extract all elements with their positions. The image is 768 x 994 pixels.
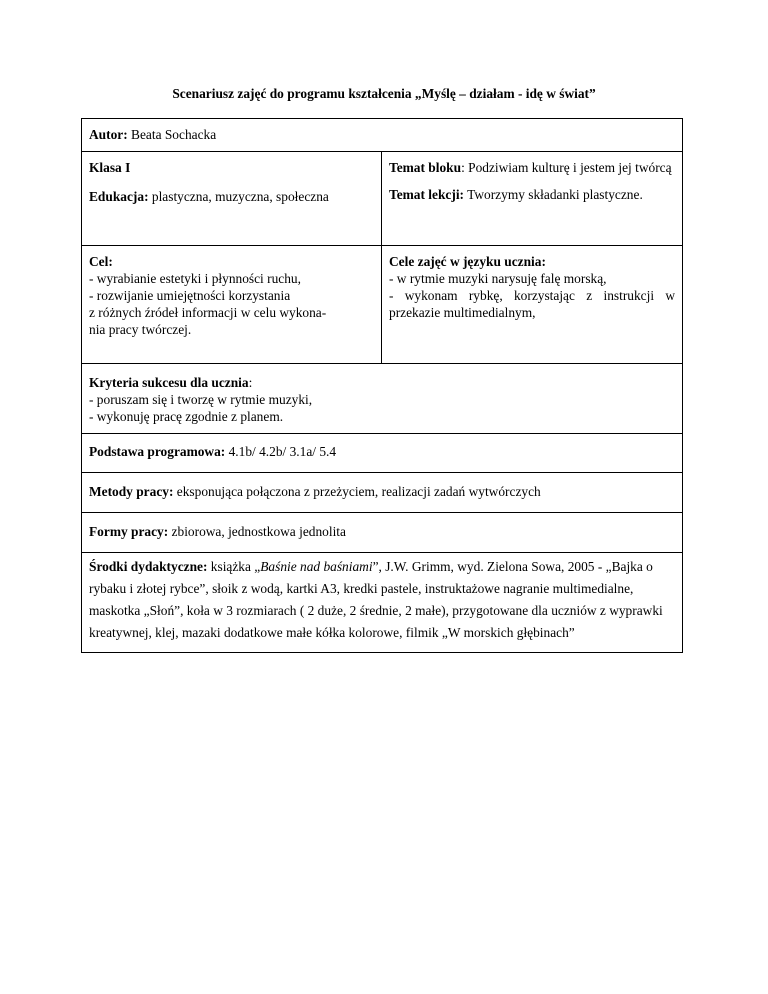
row-methods xyxy=(82,473,683,513)
block-topic-label: Temat bloku xyxy=(389,160,462,175)
success-criteria-label: Kryteria sukcesu dla ucznia xyxy=(89,375,249,390)
goal-line: - rozwijanie umiejętności korzystania xyxy=(89,288,291,303)
topic-cell xyxy=(382,152,683,246)
student-goal-line: - wykonam rybkę, korzystając z instrukcji w przekazie multimedialnym, xyxy=(389,288,676,320)
success-criteria-cell xyxy=(82,364,683,434)
lesson-topic-value: Tworzymy składanki plastyczne. xyxy=(464,187,643,202)
goal-label: Cel: xyxy=(89,254,113,269)
student-goals-cell xyxy=(382,246,683,364)
author-cell xyxy=(82,119,683,152)
materials-post: ”, J.W. Grimm, wyd. Zielona Sowa, 2005 - „Bajka o rybaku i złotej rybce”, słoik z wodą, kartki A3, kredki pastele, instruktażowe nagranie multimedialne, maskotka „Słoń”, koła w 3 rozmiarach ( 2 duże, 2 średnie, 2 małe), przygotowane dla uczniów z wyprawki kreatywnej, klej, mazaki dodatkowe małe kółka kolorowe, filmik „W morskich głębinach” xyxy=(89,559,663,640)
goal-line: z różnych źródeł informacji w celu wykona- xyxy=(89,305,327,320)
curriculum-cell xyxy=(82,434,683,473)
student-goals-label: Cele zajęć w języku ucznia: xyxy=(389,254,546,269)
goal-cell xyxy=(82,246,382,364)
row-author xyxy=(82,119,683,152)
methods-label: Metody pracy: xyxy=(89,484,174,499)
forms-label: Formy pracy: xyxy=(89,524,169,539)
education-label: Edukacja: xyxy=(89,189,149,204)
class-education-cell xyxy=(82,152,382,246)
curriculum-value: 4.1b/ 4.2b/ 3.1a/ 5.4 xyxy=(225,444,337,459)
row-class-topic xyxy=(82,152,683,246)
block-topic-value: : Podziwiam kulturę i jestem jej twórcą xyxy=(461,160,672,175)
forms-value: zbiorowa, jednostkowa jednolita xyxy=(168,524,346,539)
goal-line: - wyrabianie estetyki i płynności ruchu, xyxy=(89,271,301,286)
student-goal-line: - w rytmie muzyki narysuję falę morską, xyxy=(389,271,607,286)
row-success-criteria xyxy=(82,364,683,434)
lesson-topic-label: Temat lekcji: xyxy=(389,187,464,202)
methods-cell xyxy=(82,473,683,513)
row-materials xyxy=(82,553,683,653)
materials-label: Środki dydaktyczne: xyxy=(89,559,208,574)
materials-pre: książka „ xyxy=(207,559,261,574)
methods-value: eksponująca połączona z przeżyciem, realizacji zadań wytwórczych xyxy=(173,484,541,499)
goal-line: nia pracy twórczej. xyxy=(89,322,192,337)
materials-cell xyxy=(82,553,683,653)
criteria-line: - wykonuję pracę zgodnie z planem. xyxy=(89,409,284,424)
document-title: Scenariusz zajęć do programu kształcenia „Myślę – działam - idę w świat” xyxy=(172,86,596,101)
lesson-table xyxy=(81,118,683,653)
forms-cell xyxy=(82,513,683,553)
class-label: Klasa I xyxy=(89,160,131,175)
curriculum-label: Podstawa programowa: xyxy=(89,444,226,459)
education-value: plastyczna, muzyczna, społeczna xyxy=(148,189,329,204)
author-label: Autor: xyxy=(89,127,128,142)
success-criteria-colon: : xyxy=(248,375,253,390)
row-forms xyxy=(82,513,683,553)
row-curriculum xyxy=(82,434,683,473)
criteria-line: - poruszam się i tworzę w rytmie muzyki, xyxy=(89,392,313,407)
book-title: Baśnie nad baśniami xyxy=(260,559,373,574)
author-value: Beata Sochacka xyxy=(127,127,217,142)
row-goals xyxy=(82,246,683,364)
